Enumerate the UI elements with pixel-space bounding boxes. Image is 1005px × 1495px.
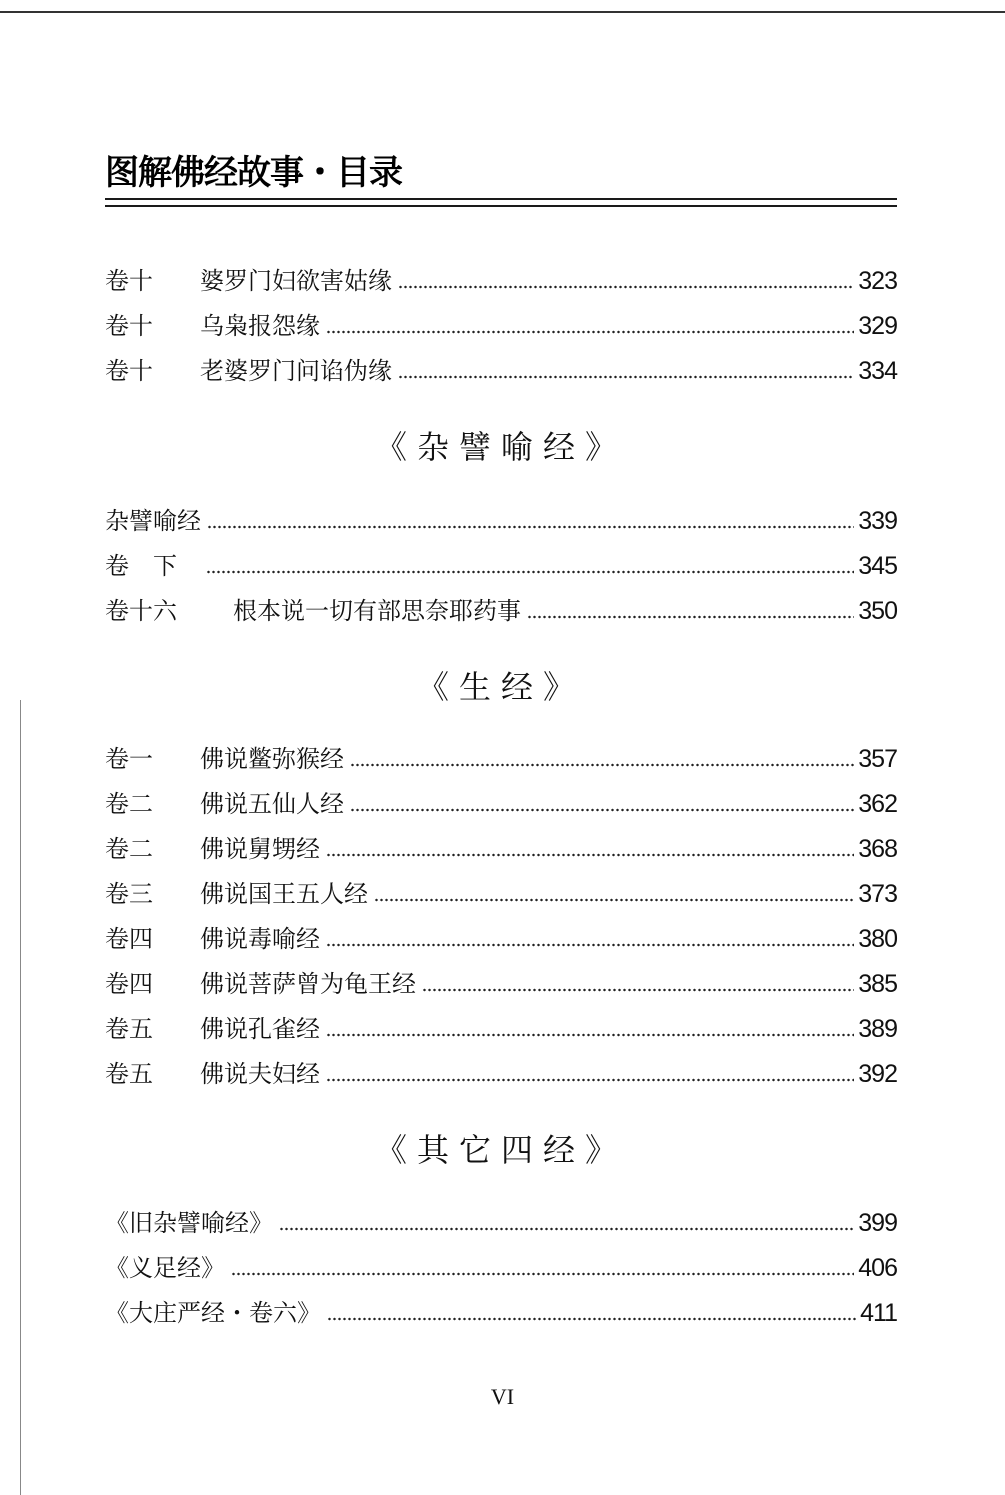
toc-chapter: 卷五 bbox=[105, 1060, 153, 1088]
toc-page-number: 389 bbox=[858, 1015, 897, 1043]
toc-page-number: 362 bbox=[858, 790, 897, 818]
toc-page-number: 380 bbox=[858, 925, 897, 953]
toc-page-number: 392 bbox=[858, 1060, 897, 1088]
toc-chapter: 卷一 bbox=[105, 745, 153, 773]
toc-entry[interactable] bbox=[105, 305, 897, 341]
toc-leader-dots bbox=[326, 943, 854, 947]
toc-title: 根本说一切有部思奈耶药事 bbox=[233, 597, 521, 625]
toc-title: 乌枭报怨缘 bbox=[200, 312, 320, 340]
section-heading: 《生经》 bbox=[416, 668, 585, 706]
toc-page-number: 329 bbox=[858, 312, 897, 340]
toc-page-number: 334 bbox=[858, 357, 897, 385]
toc-page-number: 357 bbox=[858, 745, 897, 773]
toc-entry[interactable] bbox=[105, 590, 897, 626]
toc-page-number: 345 bbox=[858, 552, 897, 580]
toc-title: 佛说毒喻经 bbox=[200, 925, 320, 953]
toc-chapter: 卷四 bbox=[105, 925, 153, 953]
toc-entry[interactable] bbox=[105, 1008, 897, 1044]
toc-entry[interactable] bbox=[105, 500, 897, 536]
toc-title: 佛说夫妇经 bbox=[200, 1060, 320, 1088]
toc-title: 《大庄严经・卷六》 bbox=[105, 1299, 321, 1327]
toc-title: 佛说孔雀经 bbox=[200, 1015, 320, 1043]
toc-title: 杂譬喻经 bbox=[105, 507, 201, 535]
toc-page-number: 385 bbox=[858, 970, 897, 998]
top-border-rule bbox=[0, 11, 1005, 13]
toc-page-number: 368 bbox=[858, 835, 897, 863]
toc-page-number: 373 bbox=[858, 880, 897, 908]
toc-chapter: 卷三 bbox=[105, 880, 153, 908]
toc-title: 佛说国王五人经 bbox=[200, 880, 368, 908]
page-edge-line bbox=[20, 700, 21, 1495]
toc-leader-dots bbox=[527, 615, 854, 619]
toc-title: 佛说菩萨曾为龟王经 bbox=[200, 970, 416, 998]
toc-entry[interactable] bbox=[105, 1247, 897, 1283]
page-title: 图解佛经故事・目录 bbox=[105, 153, 402, 193]
header-rule-bottom bbox=[105, 205, 897, 207]
toc-leader-dots bbox=[207, 525, 854, 529]
page-number: VI bbox=[490, 1384, 515, 1409]
header-rule-top bbox=[105, 198, 897, 200]
toc-leader-dots bbox=[326, 853, 854, 857]
toc-title: 佛说鳖弥猴经 bbox=[200, 745, 344, 773]
toc-entry[interactable] bbox=[105, 1202, 897, 1238]
toc-title: 佛说舅甥经 bbox=[200, 835, 320, 863]
toc-page-number: 339 bbox=[858, 507, 897, 535]
toc-chapter: 卷十 bbox=[105, 267, 153, 295]
toc-chapter: 卷二 bbox=[105, 790, 153, 818]
section-heading: 《其它四经》 bbox=[374, 1131, 627, 1169]
toc-leader-dots bbox=[231, 1272, 854, 1276]
toc-page-number: 350 bbox=[858, 597, 897, 625]
toc-entry[interactable] bbox=[105, 963, 897, 999]
toc-entry[interactable] bbox=[105, 260, 897, 296]
toc-entry[interactable] bbox=[105, 350, 897, 386]
toc-chapter: 卷十 bbox=[105, 312, 153, 340]
section-heading: 《杂譬喻经》 bbox=[374, 428, 627, 466]
toc-leader-dots bbox=[374, 898, 854, 902]
toc-chapter: 卷十六 bbox=[105, 597, 177, 625]
toc-leader-dots bbox=[327, 1317, 856, 1321]
toc-title: 《义足经》 bbox=[105, 1254, 225, 1282]
toc-page-number: 406 bbox=[858, 1254, 897, 1282]
toc-entry[interactable] bbox=[105, 918, 897, 954]
toc-title: 老婆罗门问谄伪缘 bbox=[200, 357, 392, 385]
toc-chapter: 卷四 bbox=[105, 970, 153, 998]
toc-entry[interactable] bbox=[105, 783, 897, 819]
toc-chapter: 卷二 bbox=[105, 835, 153, 863]
toc-entry[interactable] bbox=[105, 738, 897, 774]
toc-title: 佛说五仙人经 bbox=[200, 790, 344, 818]
toc-leader-dots bbox=[326, 1078, 854, 1082]
toc-leader-dots bbox=[422, 988, 854, 992]
toc-title: 婆罗门妇欲害姑缘 bbox=[200, 267, 392, 295]
toc-entry[interactable] bbox=[105, 828, 897, 864]
toc-entry[interactable] bbox=[105, 545, 897, 581]
toc-leader-dots bbox=[398, 375, 854, 379]
toc-leader-dots bbox=[326, 330, 854, 334]
toc-entry[interactable] bbox=[105, 1053, 897, 1089]
toc-leader-dots bbox=[206, 570, 854, 574]
toc-page-number: 323 bbox=[858, 267, 897, 295]
toc-chapter: 卷十 bbox=[105, 357, 153, 385]
toc-leader-dots bbox=[350, 808, 854, 812]
toc-page-number: 399 bbox=[858, 1209, 897, 1237]
toc-leader-dots bbox=[279, 1227, 854, 1231]
toc-title: 《旧杂譬喻经》 bbox=[105, 1209, 273, 1237]
toc-leader-dots bbox=[350, 763, 854, 767]
toc-chapter: 卷 下 bbox=[105, 552, 177, 580]
toc-leader-dots bbox=[326, 1033, 854, 1037]
toc-chapter: 卷五 bbox=[105, 1015, 153, 1043]
toc-page-number: 411 bbox=[860, 1299, 897, 1327]
toc-leader-dots bbox=[398, 285, 854, 289]
toc-entry[interactable] bbox=[105, 1292, 897, 1328]
toc-entry[interactable] bbox=[105, 873, 897, 909]
